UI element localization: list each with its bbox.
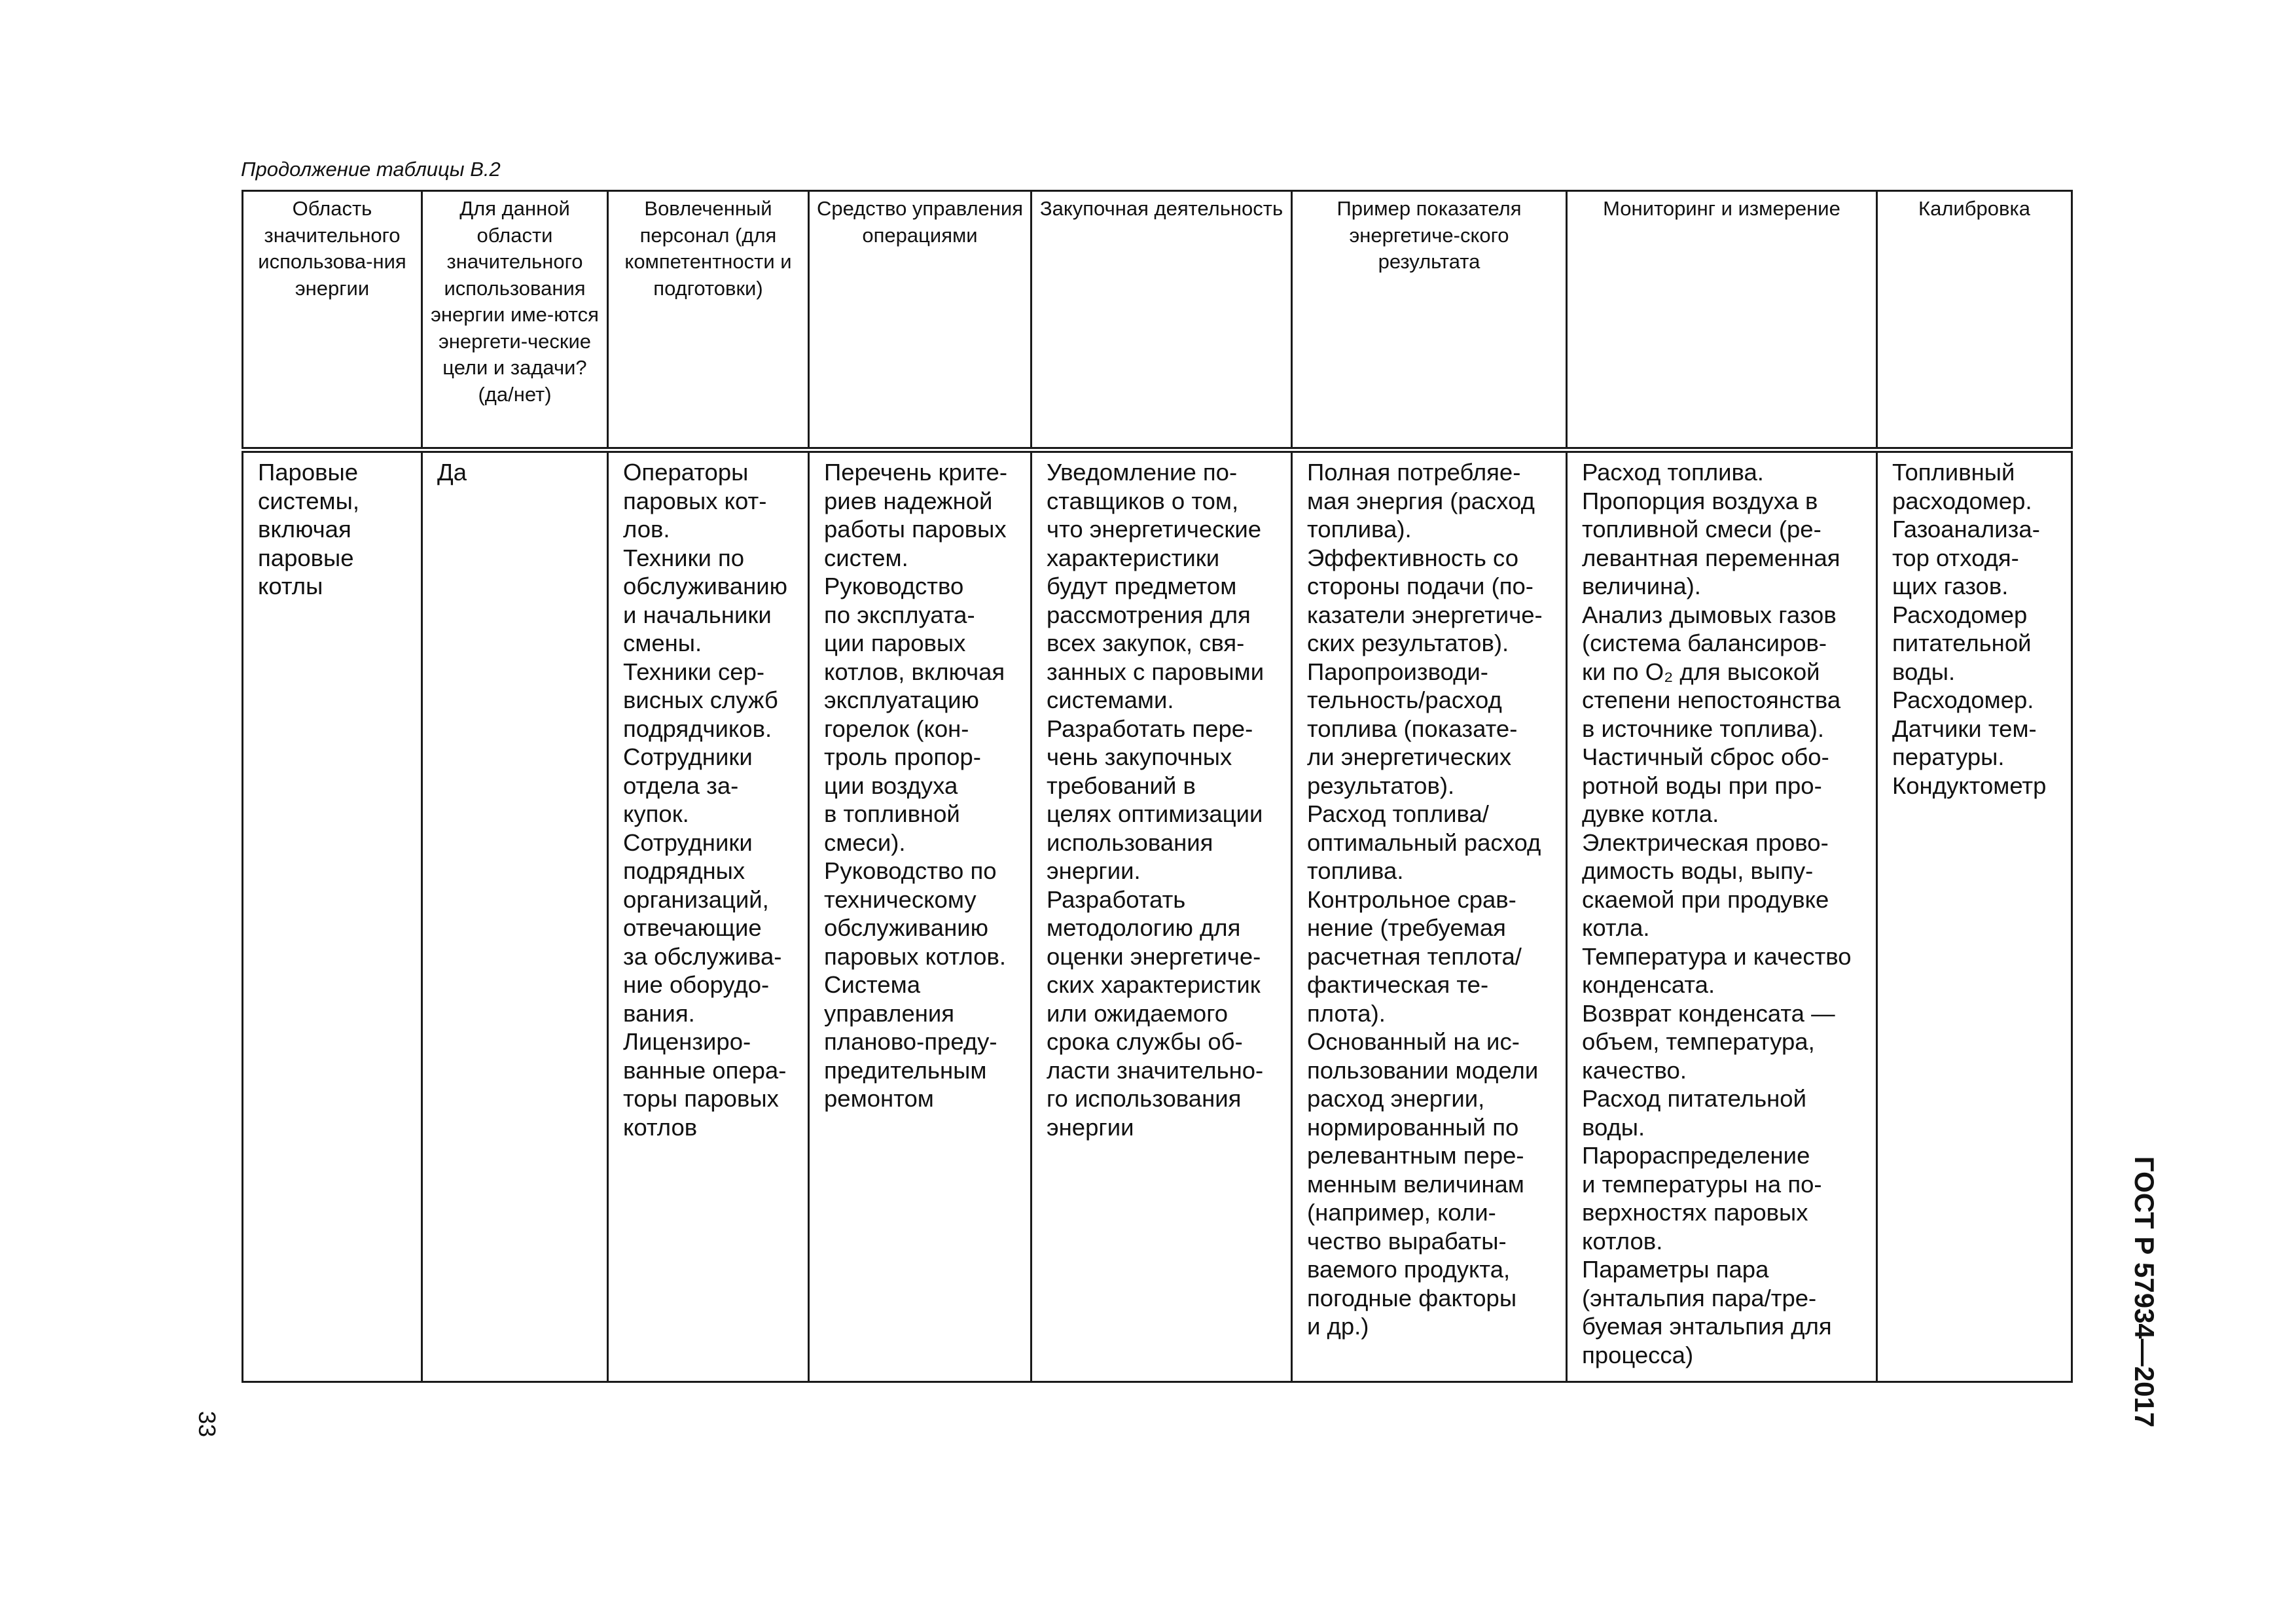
cell-targets-defined: Да: [422, 450, 608, 1382]
cell-energy-use-area: Паровые системы, включая паровые котлы: [243, 450, 422, 1382]
header-energy-use-area: Область значительного использова-ния энергии: [243, 191, 422, 450]
header-monitoring: Мониторинг и измерение: [1567, 191, 1877, 450]
cell-performance-indicator: Полная потребляе- мая энергия (расход топлива). Эффективность со стороны подачи (по- казатели энергетиче- ских результатов). Паропроизводи- тельность/расход топлива (показате- ли энергетических результатов). Расход топлива/ оптимальный расход топлива. Контрольное срав- нение (требуемая расчетная теплота/ фактическая те- плота). Основанный на ис- пользовании модели расход энергии, нормированный по релевантным пере- менным величинам (например, коли- чество вырабаты- ваемого продукта, погодные факторы и др.): [1292, 450, 1567, 1382]
header-performance-indicator: Пример показателя энергетиче-ского результата: [1292, 191, 1567, 450]
header-calibration: Калибровка: [1877, 191, 2072, 450]
header-involved-personnel: Вовлеченный персонал (для компетентности и подготовки): [608, 191, 809, 450]
cell-operational-control: Перечень крите- риев надежной работы паровых систем. Руководство по эксплуата- ции паровых котлов, включая эксплуатацию горелок (кон- троль пропор- ции воздуха в топливной смеси). Руководство по техническому обслуживанию паровых котлов. Система управления планово-преду- предительным ремонтом: [809, 450, 1031, 1382]
header-procurement: Закупочная деятельность: [1031, 191, 1292, 450]
page-number: 33: [194, 1410, 221, 1438]
table-header-row: [243, 191, 2072, 450]
standard-table: [242, 190, 2073, 1383]
cell-involved-personnel: Операторы паровых кот- лов. Техники по обслуживанию и начальники смены. Техники сер- висных служб подрядчиков. Сотрудники отдела за- купок. Сотрудники подрядных организаций, отвечающие за обслужива- ние оборудо- вания. Лицензиро- ванные опера- торы паровых котлов: [608, 450, 809, 1382]
table-row: [243, 450, 2072, 1382]
cell-monitoring: Расход топлива. Пропорция воздуха в топливной смеси (ре- левантная переменная величина). Анализ дымовых газов (система балансиров- ки по O₂ для высокой степени непостоянства в источнике топлива). Частичный сброс обо- ротной воды при про- дувке котла. Электрическая прово- димость воды, выпу- скаемой при продувке котла. Температура и качество конденсата. Возврат конденсата — объем, температура, качество. Расход питательной воды. Парораспределение и температуры на по- верхностях паровых котлов. Параметры пара (энтальпия пара/тре- буемая энтальпия для процесса): [1567, 450, 1877, 1382]
table-caption: Продолжение таблицы В.2: [241, 158, 501, 181]
header-operational-control: Средство управления операциями: [809, 191, 1031, 450]
cell-procurement: Уведомление по- ставщиков о том, что энергетические характеристики будут предметом рассмотрения для всех закупок, свя- занных с паровыми системами. Разработать пере- чень закупочных требований в целях оптимизации использования энергии. Разработать методологию для оценки энергетиче- ских характеристик или ожидаемого срока службы об- ласти значительно- го использования энергии: [1031, 450, 1292, 1382]
standard-designation: ГОСТ Р 57934—2017: [2129, 1156, 2160, 1428]
cell-calibration: Топливный расходомер. Газоанализа- тор отходя- щих газов. Расходомер питательной воды. Расходомер. Датчики тем- пературы. Кондуктометр: [1877, 450, 2072, 1382]
header-targets-defined: Для данной области значительного использования энергии име-ются энергети-ческие цели и задачи? (да/нет): [422, 191, 608, 450]
